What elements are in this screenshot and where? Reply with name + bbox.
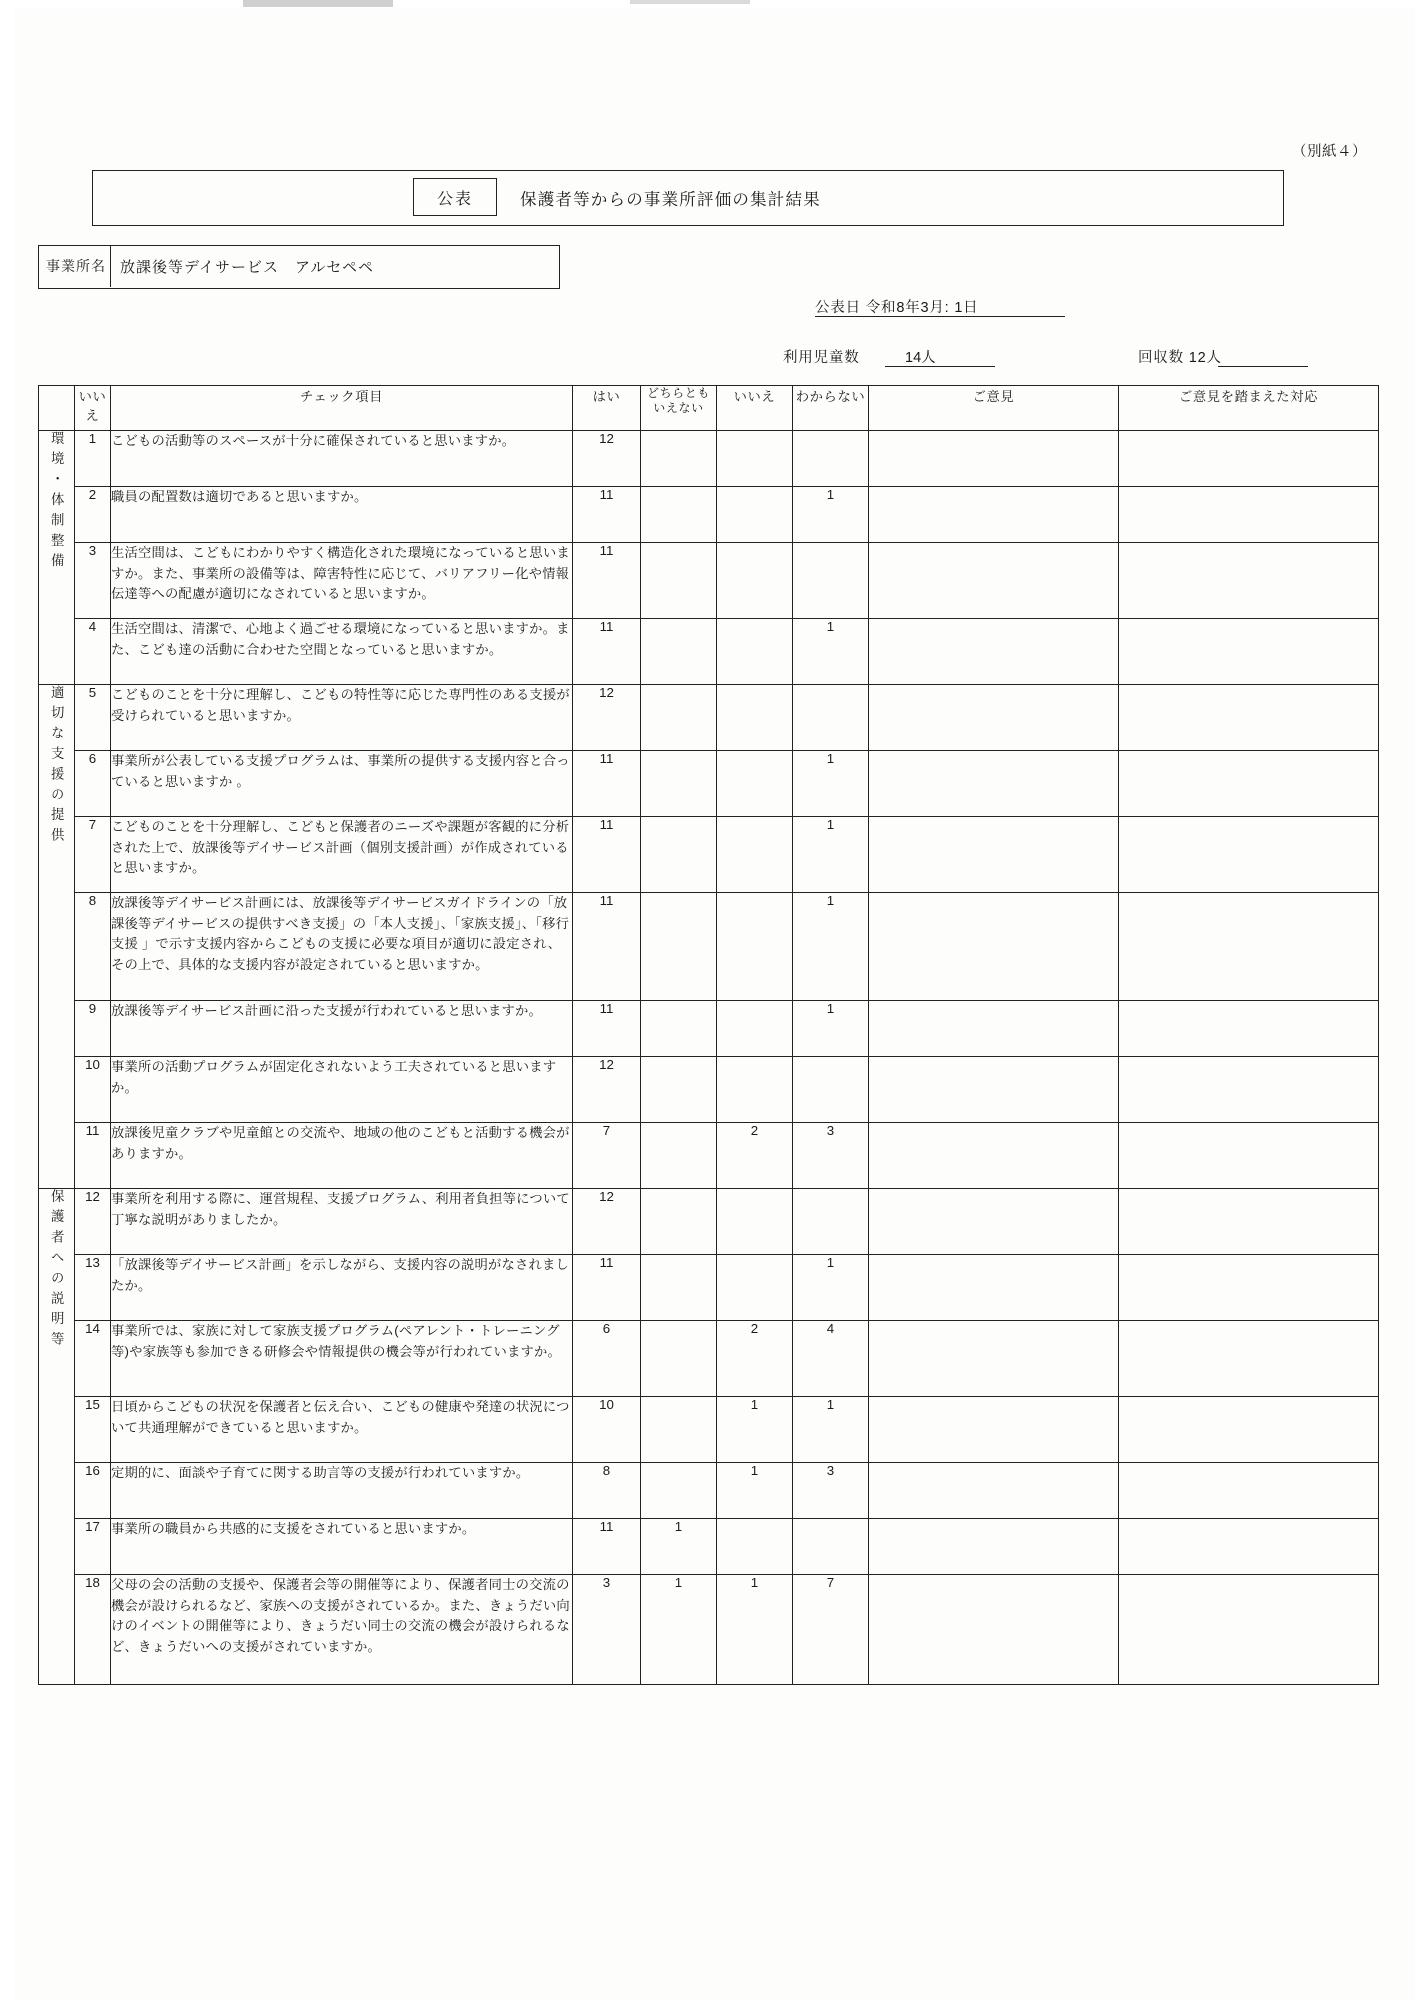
publish-date-underline <box>815 316 1065 317</box>
count-neither <box>641 685 717 751</box>
category-label: 環境・体制整備 <box>49 431 65 574</box>
check-item-text: 放課後等デイサービス計画に沿った支援が行われていると思いますか。 <box>111 1001 573 1057</box>
check-item-text: こどものことを十分に理解し、こどもの特性等に応じた専門性のある支援が受けられていると思いますか。 <box>111 685 573 751</box>
row-number: 10 <box>75 1057 111 1123</box>
opinion-cell <box>869 1255 1119 1321</box>
office-name: 放課後等デイサービス アルセペペ <box>120 259 375 276</box>
count-neither <box>641 1463 717 1519</box>
count-no <box>717 1057 793 1123</box>
count-yes: 11 <box>573 893 641 1001</box>
count-unknown <box>793 1057 869 1123</box>
count-no <box>717 543 793 619</box>
response-cell <box>1119 487 1379 543</box>
opinion-cell <box>869 1123 1119 1189</box>
count-no <box>717 487 793 543</box>
row-number: 17 <box>75 1519 111 1575</box>
opinion-cell <box>869 431 1119 487</box>
count-neither <box>641 893 717 1001</box>
row-number: 6 <box>75 751 111 817</box>
row-number: 16 <box>75 1463 111 1519</box>
count-no <box>717 1189 793 1255</box>
count-neither <box>641 543 717 619</box>
count-neither <box>641 1123 717 1189</box>
count-no: 1 <box>717 1575 793 1685</box>
table-row <box>39 1255 1379 1321</box>
row-number: 11 <box>75 1123 111 1189</box>
check-item-text: 職員の配置数は適切であると思いますか。 <box>111 487 573 543</box>
count-neither <box>641 1001 717 1057</box>
opinion-cell <box>869 1057 1119 1123</box>
row-number: 18 <box>75 1575 111 1685</box>
evaluation-table <box>38 385 1379 1685</box>
response-cell <box>1119 431 1379 487</box>
count-no: 1 <box>717 1397 793 1463</box>
count-yes: 12 <box>573 685 641 751</box>
response-cell <box>1119 1123 1379 1189</box>
count-yes: 11 <box>573 751 641 817</box>
count-unknown: 1 <box>793 817 869 893</box>
category-cell <box>39 685 75 1189</box>
count-unknown: 3 <box>793 1123 869 1189</box>
response-cell <box>1119 1255 1379 1321</box>
scan-edge-left <box>0 0 14 2000</box>
count-yes: 3 <box>573 1575 641 1685</box>
opinion-cell <box>869 893 1119 1001</box>
scan-artifact <box>630 0 750 4</box>
count-yes: 11 <box>573 1001 641 1057</box>
check-item-text: 放課後児童クラブや児童館との交流や、地域の他のこどもと活動する機会がありますか。 <box>111 1123 573 1189</box>
users-label: 利用児童数 <box>783 350 860 366</box>
count-no <box>717 685 793 751</box>
table-body <box>39 431 1379 1685</box>
count-no: 2 <box>717 1321 793 1397</box>
response-cell <box>1119 1321 1379 1397</box>
table-row <box>39 1189 1379 1255</box>
publish-date: 公表日 令和8年3月: 1日 <box>815 300 979 316</box>
row-number: 13 <box>75 1255 111 1321</box>
count-yes: 11 <box>573 817 641 893</box>
header-neither <box>641 386 717 431</box>
count-neither <box>641 1255 717 1321</box>
count-neither <box>641 1397 717 1463</box>
check-item-text: 事業所を利用する際に、運営規程、支援プログラム、利用者負担等について丁寧な説明がありましたか。 <box>111 1189 573 1255</box>
count-unknown: 1 <box>793 1001 869 1057</box>
check-item-text: 日頃からこどもの状況を保護者と伝え合い、こどもの健康や発達の状況について共通理解ができていると思いますか。 <box>111 1397 573 1463</box>
publication-badge: 公表 <box>413 178 497 216</box>
check-item-text: 放課後等デイサービス計画には、放課後等デイサービスガイドラインの「放課後等デイサービスの提供すべき支援」の「本人支援」、「家族支援」、「移行支援 」で示す支援内容からこどもの支援に必要な項目が適切に設定され、その上で、具体的な支援内容が設定されていると思いますか。 <box>111 893 573 1001</box>
count-neither <box>641 1321 717 1397</box>
response-cell <box>1119 893 1379 1001</box>
opinion-cell <box>869 1519 1119 1575</box>
count-unknown: 3 <box>793 1463 869 1519</box>
opinion-cell <box>869 487 1119 543</box>
response-cell <box>1119 751 1379 817</box>
row-number: 9 <box>75 1001 111 1057</box>
count-neither <box>641 487 717 543</box>
count-no <box>717 1519 793 1575</box>
page-title: 保護者等からの事業所評価の集計結果 <box>520 191 821 209</box>
check-item-text: 事業所では、家族に対して家族支援プログラム(ペアレント・トレーニング等)や家族等も参加できる研修会や情報提供の機会等が行われていますか。 <box>111 1321 573 1397</box>
check-item-text: 定期的に、面談や子育てに関する助言等の支援が行われていますか。 <box>111 1463 573 1519</box>
opinion-cell <box>869 1463 1119 1519</box>
table-row <box>39 1321 1379 1397</box>
check-item-text: こどもの活動等のスペースが十分に確保されていると思いますか。 <box>111 431 573 487</box>
count-unknown: 1 <box>793 1255 869 1321</box>
count-no <box>717 751 793 817</box>
response-cell <box>1119 1463 1379 1519</box>
count-no: 1 <box>717 1463 793 1519</box>
opinion-cell <box>869 1575 1119 1685</box>
count-yes: 11 <box>573 487 641 543</box>
table-row <box>39 543 1379 619</box>
users-underline <box>885 366 995 367</box>
row-number: 12 <box>75 1189 111 1255</box>
row-number: 5 <box>75 685 111 751</box>
opinion-cell <box>869 1321 1119 1397</box>
count-no <box>717 893 793 1001</box>
header-neither-line1: どちらとも <box>646 386 710 400</box>
opinion-cell <box>869 1189 1119 1255</box>
table-row <box>39 751 1379 817</box>
row-number: 7 <box>75 817 111 893</box>
count-yes: 12 <box>573 1057 641 1123</box>
opinion-cell <box>869 1397 1119 1463</box>
row-number: 4 <box>75 619 111 685</box>
count-no <box>717 1255 793 1321</box>
count-neither <box>641 1057 717 1123</box>
check-item-text: 事業所の活動プログラムが固定化されないよう工夫されていると思いますか。 <box>111 1057 573 1123</box>
recovered-count: 回収数 12人 <box>1138 350 1222 366</box>
row-number: 14 <box>75 1321 111 1397</box>
table-row <box>39 817 1379 893</box>
check-item-text: 生活空間は、こどもにわかりやすく構造化された環境になっていると思いますか。また、事業所の設備等は、障害特性に応じて、バリアフリー化や情報伝達等への配慮が適切になされていると思いますか。 <box>111 543 573 619</box>
table-row <box>39 1575 1379 1685</box>
table-row <box>39 1463 1379 1519</box>
check-item-text: 父母の会の活動の支援や、保護者会等の開催等により、保護者同士の交流の機会が設けられるなど、家族への支援がされているか。また、きょうだい向けのイベントの開催等により、きょうだい同士の交流の機会が設けられるなど、きょうだいへの支援がされていますか。 <box>111 1575 573 1685</box>
row-number: 1 <box>75 431 111 487</box>
table-row <box>39 431 1379 487</box>
table-row <box>39 1057 1379 1123</box>
count-neither <box>641 1189 717 1255</box>
count-yes: 11 <box>573 543 641 619</box>
table-row <box>39 685 1379 751</box>
header-unknown: わからない <box>793 386 869 431</box>
table-header-row <box>39 386 1379 431</box>
count-yes: 10 <box>573 1397 641 1463</box>
count-unknown <box>793 1189 869 1255</box>
count-yes: 11 <box>573 1519 641 1575</box>
count-unknown <box>793 685 869 751</box>
check-item-text: 事業所が公表している支援プログラムは、事業所の提供する支援内容と合っていると思いますか 。 <box>111 751 573 817</box>
response-cell <box>1119 1397 1379 1463</box>
office-label: 事業所名 <box>46 258 106 274</box>
response-cell <box>1119 1575 1379 1685</box>
count-no: 2 <box>717 1123 793 1189</box>
response-cell <box>1119 817 1379 893</box>
row-number: 2 <box>75 487 111 543</box>
check-item-text: 生活空間は、清潔で、心地よく過ごせる環境になっていると思いますか。また、こども達の活動に合わせた空間となっていると思いますか。 <box>111 619 573 685</box>
header-opinion: ご意見 <box>869 386 1119 431</box>
count-unknown: 1 <box>793 619 869 685</box>
count-no <box>717 431 793 487</box>
category-label: 保護者への説明等 <box>49 1189 65 1353</box>
count-yes: 8 <box>573 1463 641 1519</box>
count-neither: 1 <box>641 1575 717 1685</box>
opinion-cell <box>869 685 1119 751</box>
response-cell <box>1119 685 1379 751</box>
category-cell <box>39 431 75 685</box>
table-row <box>39 1123 1379 1189</box>
count-neither: 1 <box>641 1519 717 1575</box>
row-number: 3 <box>75 543 111 619</box>
response-cell <box>1119 543 1379 619</box>
table-row <box>39 1397 1379 1463</box>
count-neither <box>641 619 717 685</box>
count-yes: 11 <box>573 1255 641 1321</box>
opinion-cell <box>869 619 1119 685</box>
count-yes: 12 <box>573 431 641 487</box>
response-cell <box>1119 1519 1379 1575</box>
office-divider <box>110 245 111 287</box>
table-row <box>39 487 1379 543</box>
count-unknown: 7 <box>793 1575 869 1685</box>
header-no-answer: いいえ <box>717 386 793 431</box>
count-neither <box>641 817 717 893</box>
users-value: 14人 <box>905 350 936 366</box>
opinion-cell <box>869 543 1119 619</box>
count-unknown: 4 <box>793 1321 869 1397</box>
count-yes: 12 <box>573 1189 641 1255</box>
response-cell <box>1119 1189 1379 1255</box>
row-number: 15 <box>75 1397 111 1463</box>
table-row <box>39 1001 1379 1057</box>
category-cell <box>39 1189 75 1685</box>
header-yes: はい <box>573 386 641 431</box>
header-item: チェック項目 <box>111 386 573 431</box>
response-cell <box>1119 1057 1379 1123</box>
sheet-note: （別紙４） <box>1292 144 1367 160</box>
response-cell <box>1119 619 1379 685</box>
table-row <box>39 893 1379 1001</box>
count-yes: 7 <box>573 1123 641 1189</box>
count-no <box>717 1001 793 1057</box>
count-unknown: 1 <box>793 893 869 1001</box>
row-number: 8 <box>75 893 111 1001</box>
count-unknown <box>793 543 869 619</box>
count-neither <box>641 431 717 487</box>
count-unknown: 1 <box>793 751 869 817</box>
check-item-text: 事業所の職員から共感的に支援をされていると思いますか。 <box>111 1519 573 1575</box>
count-no <box>717 817 793 893</box>
count-neither <box>641 751 717 817</box>
table-row <box>39 1519 1379 1575</box>
recovered-underline <box>1218 366 1308 367</box>
count-unknown <box>793 1519 869 1575</box>
count-unknown: 1 <box>793 1397 869 1463</box>
count-yes: 11 <box>573 619 641 685</box>
check-item-text: 「放課後等デイサービス計画」を示しながら、支援内容の説明がなされましたか。 <box>111 1255 573 1321</box>
header-neither-line2: いえない <box>653 401 704 415</box>
header-category <box>39 386 75 431</box>
count-yes: 6 <box>573 1321 641 1397</box>
response-cell <box>1119 1001 1379 1057</box>
opinion-cell <box>869 751 1119 817</box>
check-item-text: こどものことを十分理解し、こどもと保護者のニーズや課題が客観的に分析された上で、放課後等デイサービス計画（個別支援計画）が作成されていると思いますか。 <box>111 817 573 893</box>
count-unknown <box>793 431 869 487</box>
header-no: いいえ <box>75 386 111 431</box>
scan-artifact <box>243 0 393 7</box>
count-no <box>717 619 793 685</box>
category-label: 適切な支援の提供 <box>49 685 65 849</box>
count-unknown: 1 <box>793 487 869 543</box>
opinion-cell <box>869 1001 1119 1057</box>
opinion-cell <box>869 817 1119 893</box>
header-response: ご意見を踏まえた対応 <box>1119 386 1379 431</box>
table-row <box>39 619 1379 685</box>
